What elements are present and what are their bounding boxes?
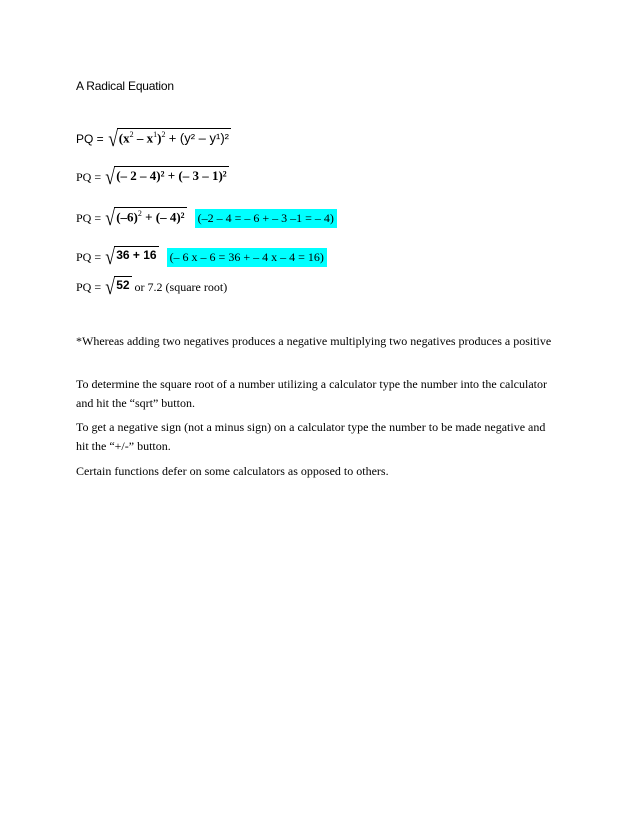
radicand: 36 + 16 xyxy=(114,246,158,268)
radicand xyxy=(114,207,186,229)
radicand-part: + (– 4)² xyxy=(145,209,185,225)
paragraph: *Whereas adding two negatives produces a negative multiplying two negatives produces a positive xyxy=(76,334,552,348)
radicand: (– 2 – 4)² + (– 3 – 1)² xyxy=(114,166,229,188)
equation-line-3 xyxy=(76,205,337,231)
equation-lhs: PQ = xyxy=(76,169,102,184)
radical-expression xyxy=(104,207,186,229)
equation-line-1 xyxy=(76,126,231,152)
radical-sign-icon: √ xyxy=(105,205,115,230)
equation-lhs: PQ = xyxy=(76,132,104,146)
radicand-part: ) xyxy=(157,130,162,146)
paragraph: To determine the square root of a number utilizing a calculator type the number into the calculator and hit the “sqrt” button. xyxy=(76,377,547,410)
equation-line-4 xyxy=(76,244,327,270)
equation-line-2 xyxy=(76,164,229,190)
radical-expression xyxy=(104,246,158,268)
equation-lhs: PQ = xyxy=(76,210,102,225)
radicand xyxy=(117,128,231,150)
superscript: 2 xyxy=(161,130,166,139)
equation-line-5 xyxy=(76,274,227,300)
radicand: 52 xyxy=(114,276,131,298)
radicand-part: (–6) xyxy=(116,209,138,225)
radical-expression xyxy=(104,166,229,188)
radical-sign-icon: √ xyxy=(105,164,115,189)
radical-expression xyxy=(104,276,131,298)
equation-suffix: or 7.2 (square root) xyxy=(134,279,228,294)
radicand-part: (x xyxy=(118,130,130,146)
radical-sign-icon: √ xyxy=(107,126,118,151)
radicand-part: – x xyxy=(133,130,154,146)
superscript: 1 xyxy=(153,130,158,139)
paragraph: To get a negative sign (not a minus sign) on a calculator type the number to be made negative and hit the “+/-” button. xyxy=(76,420,546,453)
radicand-part: + (y² – y¹)² xyxy=(168,130,230,146)
radical-expression xyxy=(107,128,231,150)
superscript: 2 xyxy=(137,209,142,218)
highlighted-note: (– 6 x – 6 = 36 + – 4 x – 4 = 16) xyxy=(167,248,327,267)
superscript: 2 xyxy=(129,130,134,139)
document-title: A Radical Equation xyxy=(76,79,174,93)
radical-sign-icon: √ xyxy=(105,244,115,269)
equation-lhs: PQ = xyxy=(76,249,102,264)
highlighted-note: (–2 – 4 = – 6 + – 3 –1 = – 4) xyxy=(195,209,337,228)
radical-sign-icon: √ xyxy=(105,274,115,299)
paragraph: Certain functions defer on some calculators as opposed to others. xyxy=(76,464,389,478)
equation-lhs: PQ = xyxy=(76,279,102,294)
